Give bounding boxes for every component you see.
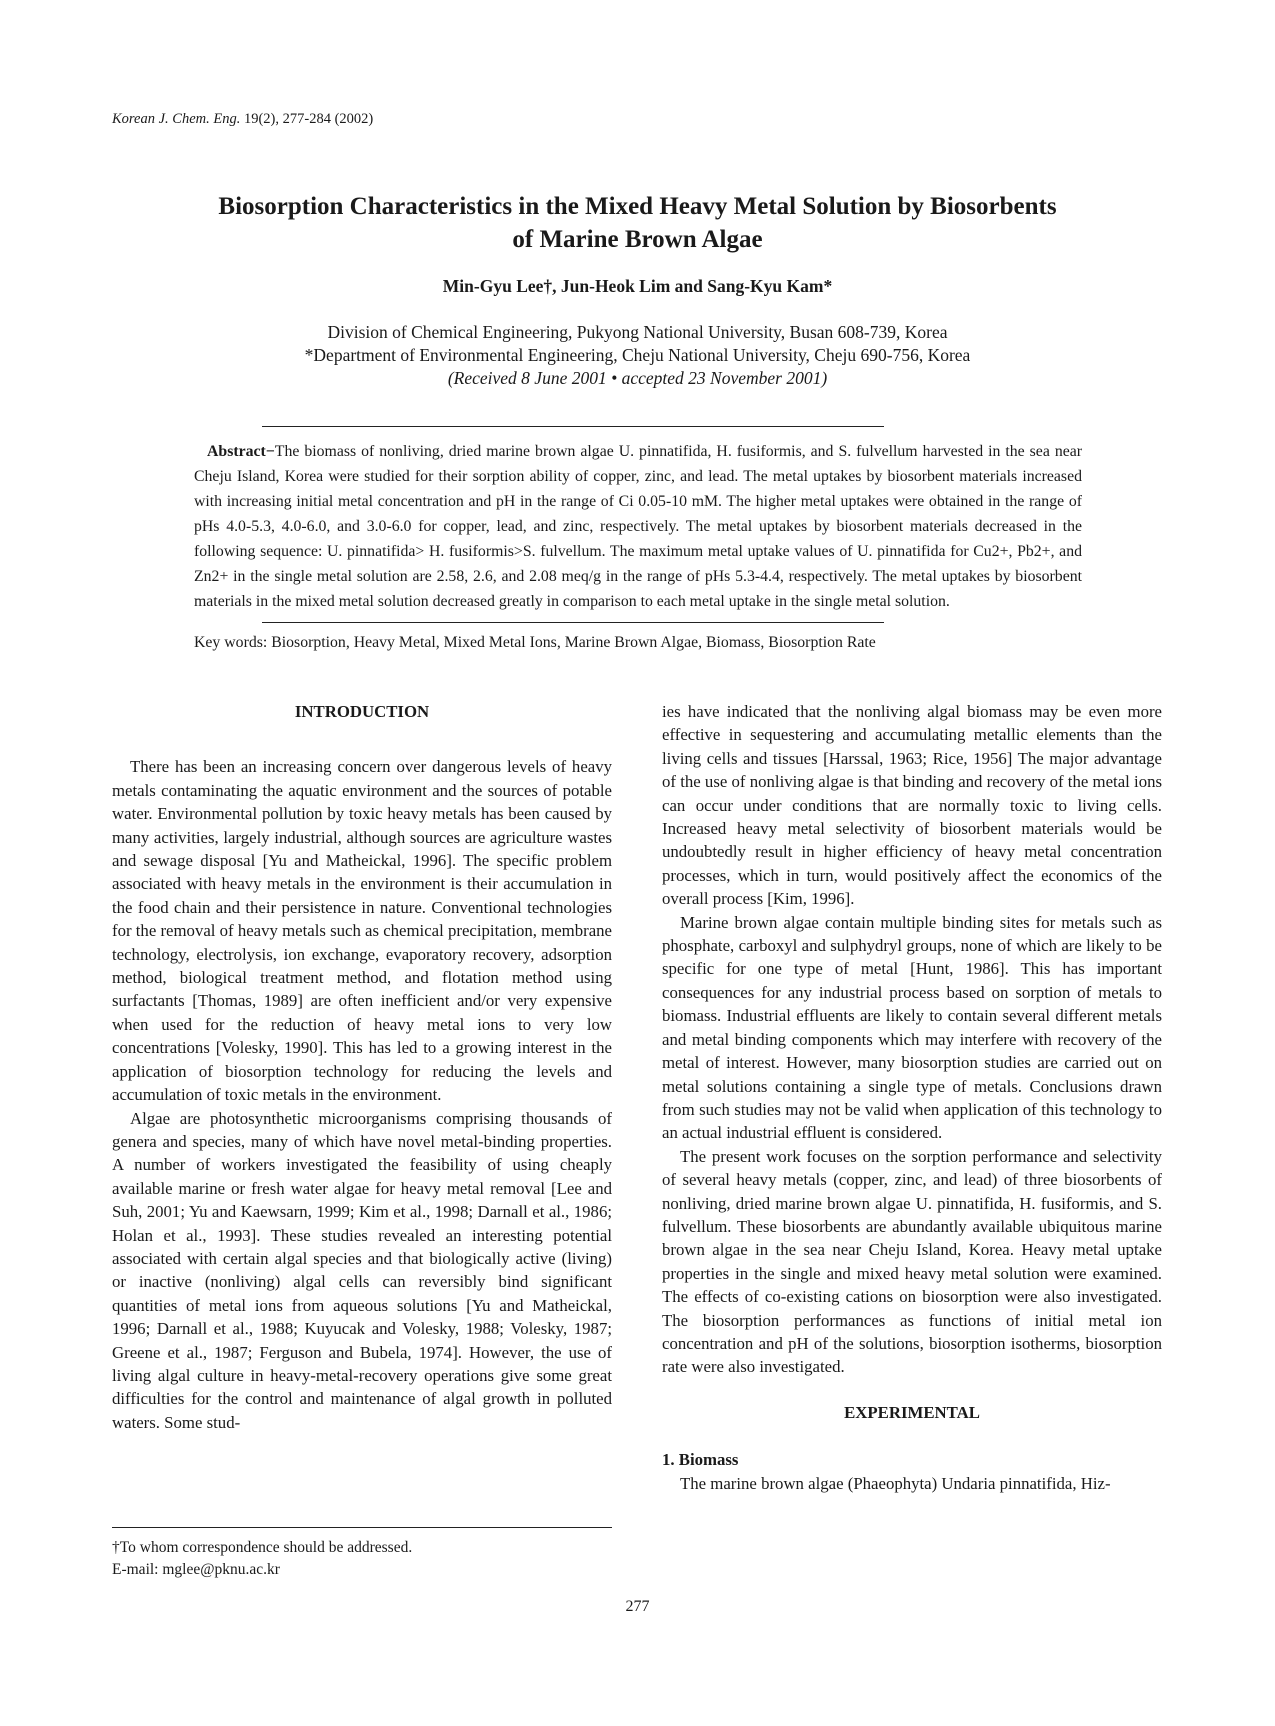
footnote-email: E-mail: mglee@pknu.ac.kr	[112, 1561, 280, 1578]
received-dates: (Received 8 June 2001 • accepted 23 November 2001)	[447, 368, 828, 388]
biomass-paragraph: The marine brown algae (Phaeophyta) Undaria pinnatifida, Hiz-	[680, 1473, 1111, 1493]
intro-paragraph-3: ies have indicated that the nonliving algal biomass may be even more effective in sequestering and accumulating metallic elements than the living cells and tissues [Harssal, 1963; Rice, 1956] The major advantage of the use of nonliving algae is that binding and recovery of the metal ions can occur under conditions that are normally toxic to living cells. Increased heavy metal selectivity of biosorbent materials would be undoubtedly result in higher efficiency of heavy metal concentration processes, which in turn, would positively affect the economics of the overall process [Kim, 1996].	[662, 702, 1162, 909]
paper-title-line-2: of Marine Brown Algae	[512, 226, 763, 253]
page-number: 277	[625, 1598, 650, 1615]
paper-title	[100, 190, 1175, 256]
right-column	[662, 700, 1162, 1495]
section-heading-introduction: INTRODUCTION	[294, 702, 430, 721]
affiliations	[100, 321, 1175, 390]
intro-paragraph-1: There has been an increasing concern over dangerous levels of heavy metals contaminating the aquatic environment and the sources of potable water. Environmental pollution by toxic heavy metals has been caused by many activities, largely industrial, although sources are agriculture wastes and sewage disposal [Yu and Matheickal, 1996]. The specific problem associated with heavy metals in the environment is their accumulation in the food chain and their persistence in nature. Conventional technologies for the removal of heavy metals such as chemical precipitation, membrane technology, electrolysis, ion exchange, evaporatory recovery, adsorption method, biological treatment method, and flotation method using surfactants [Thomas, 1989] are often inefficient and/or very expensive when used for the reduction of heavy metal ions to very low concentrations [Volesky, 1990]. This has led to a growing interest in the application of biosorption technology for reducing the levels and accumulation of toxic metals in the environment.	[112, 757, 612, 1105]
abstract-text: The biomass of nonliving, dried marine brown algae U. pinnatifida, H. fusiformis, and S. fulvellum harvested in the sea near Cheju Island, Korea were studied for their sorption ability of copper, zinc, and lead. The metal uptakes by biosorbent materials increased with increasing initial metal concentration and pH in the range of Ci 0.05-10 mM. The higher metal uptakes were obtained in the range of pHs 4.0-5.3, 4.0-6.0, and 3.0-6.0 for copper, lead, and zinc, respectively. The metal uptakes by biosorbent materials decreased in the following sequence: U. pinnatifida> H. fusiformis>S. fulvellum. The maximum metal uptake values of U. pinnatifida for Cu2+, Pb2+, and Zn2+ in the single metal solution are 2.58, 2.6, and 2.08 meq/g in the range of pHs 5.3-4.4, respectively. The metal uptakes by biosorbent materials in the mixed metal solution decreased greatly in comparison to each metal uptake in the single metal solution.	[194, 443, 1082, 610]
footnote-rule	[112, 1527, 612, 1528]
affiliation-2: *Department of Environmental Engineering, Cheju National University, Cheju 690-756, Korea	[304, 345, 971, 365]
journal-name: Korean J. Chem. Eng.	[112, 111, 241, 127]
left-column	[112, 700, 612, 1434]
subsection-heading-biomass: 1. Biomass	[662, 1450, 739, 1470]
intro-paragraph-2: Algae are photosynthetic microorganisms comprising thousands of genera and species, many of which have novel metal-binding properties. A number of workers investigated the feasibility of using cheaply available marine or fresh water algae for heavy metal removal [Lee and Suh, 2001; Yu and Kaewsarn, 1999; Kim et al., 1998; Darnall et al., 1986; Holan et al., 1993]. These studies revealed an interesting potential associated with certain algal species and that biologically active (living) or inactive (nonliving) algal cells can reversibly bind significant quantities of metal ions from aqueous solutions [Yu and Matheickal, 1996; Darnall et al., 1988; Kuyucak and Volesky, 1988; Volesky, 1987; Greene et al., 1987; Ferguson and Bubela, 1974]. However, the use of living algal culture in heavy-metal-recovery operations give some great difficulties for the control and maintenance of algal growth in polluted waters. Some stud-	[112, 1108, 612, 1432]
author-list: Min-Gyu Lee†, Jun-Heok Lim and Sang-Kyu Kam*	[442, 276, 833, 296]
keywords: Key words: Biosorption, Heavy Metal, Mixed Metal Ions, Marine Brown Algae, Biomass, Biosorption Rate	[194, 634, 876, 651]
abstract-lead: Abstract−	[207, 443, 275, 460]
journal-volume: 19(2), 277-284 (2002)	[243, 111, 374, 127]
intro-paragraph-5: The present work focuses on the sorption performance and selectivity of several heavy metals (copper, zinc, and lead) of three biosorbents of nonliving, dried marine brown algae U. pinnatifida, H. fusiformis, and S. fulvellum. These biosorbents are abundantly available ubiquitous marine brown algae in the sea near Cheju Island, Korea. Heavy metal uptake properties in the single and mixed heavy metal solution were examined. The effects of co-existing cations on biosorption were also investigated. The biosorption performances as functions of initial metal ion concentration and pH of the solutions, biosorption isotherms, biosorption rate were also investigated.	[662, 1146, 1162, 1377]
affiliation-1: Division of Chemical Engineering, Pukyong National University, Busan 608-739, Korea	[327, 322, 948, 342]
abstract-top-rule	[262, 426, 884, 427]
footnote	[112, 1537, 412, 1581]
abstract	[194, 439, 1082, 614]
journal-reference	[112, 111, 373, 128]
intro-paragraph-4: Marine brown algae contain multiple binding sites for metals such as phosphate, carboxyl and sulphydryl groups, none of which are likely to be specific for one type of metal [Hunt, 1986]. This has important consequences for any industrial process based on sorption of metals to biomass. Industrial effluents are likely to contain several different metals and metal binding components which may interfere with recovery of the metal of interest. However, many biosorption studies are carried out on metal solutions containing a single type of metals. Conclusions drawn from such studies may not be valid when application of this technology to an actual industrial effluent is considered.	[662, 912, 1162, 1143]
footnote-correspondence: †To whom correspondence should be addressed.	[112, 1539, 413, 1556]
abstract-bottom-rule	[262, 622, 884, 623]
section-heading-experimental: EXPERIMENTAL	[844, 1402, 980, 1422]
paper-title-line-1: Biosorption Characteristics in the Mixed Heavy Metal Solution by Biosorbents	[218, 193, 1057, 220]
